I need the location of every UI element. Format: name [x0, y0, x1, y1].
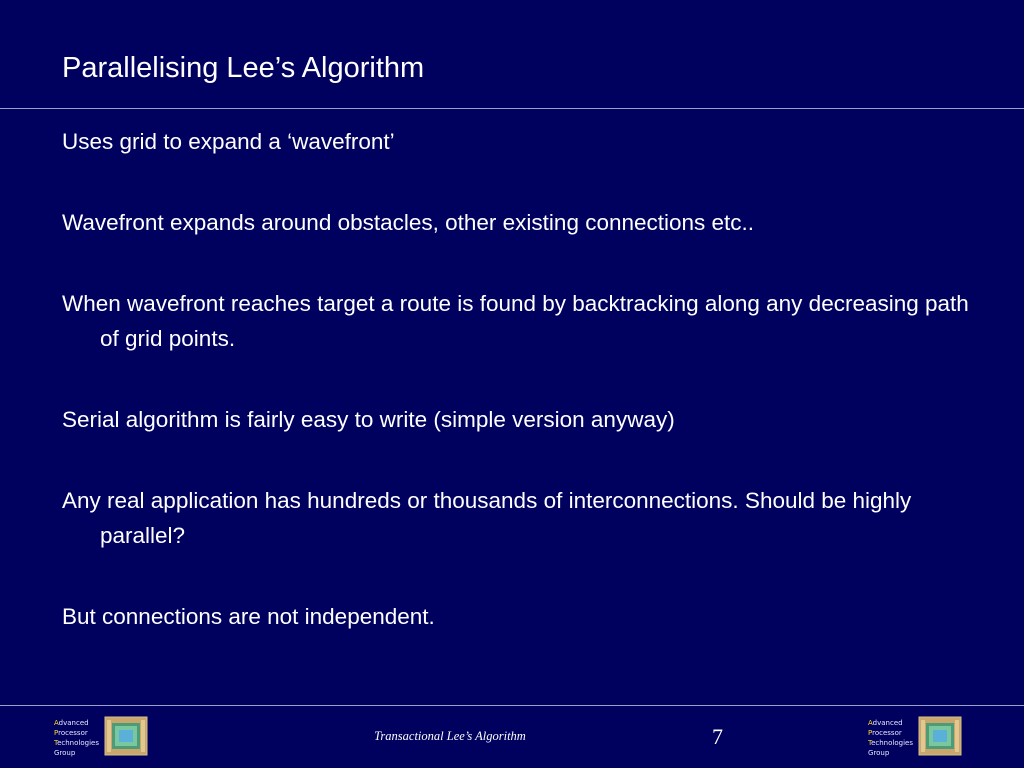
title-divider	[0, 108, 1024, 109]
bullet-item: Serial algorithm is fairly easy to write (simple version anyway)	[62, 407, 675, 432]
footer-title: Transactional Lee’s Algorithm	[374, 729, 526, 743]
bullet-item: When wavefront reaches target a route is found by backtracking along any decreasing path of grid points.	[62, 291, 969, 351]
logo-text: Advanced Processor Technologies Group	[868, 719, 913, 757]
footer-divider	[0, 705, 1024, 706]
bullet-item: Wavefront expands around obstacles, other existing connections etc..	[62, 210, 755, 235]
chip-icon	[918, 716, 962, 756]
slide-title: Parallelising Lee’s Algorithm	[62, 52, 425, 84]
page-number: 7	[712, 724, 723, 749]
bullet-item: Any real application has hundreds or thousands of interconnections. Should be highly parallel?	[62, 488, 912, 548]
chip-icon	[104, 716, 148, 756]
apt-logo-left	[54, 714, 174, 762]
bullet-item: Uses grid to expand a ‘wavefront’	[62, 129, 395, 154]
logo-text: Advanced Processor Technologies Group	[54, 719, 99, 757]
bullet-item: But connections are not independent.	[62, 604, 435, 629]
bullet-list	[62, 124, 982, 680]
apt-logo-right	[868, 714, 988, 762]
